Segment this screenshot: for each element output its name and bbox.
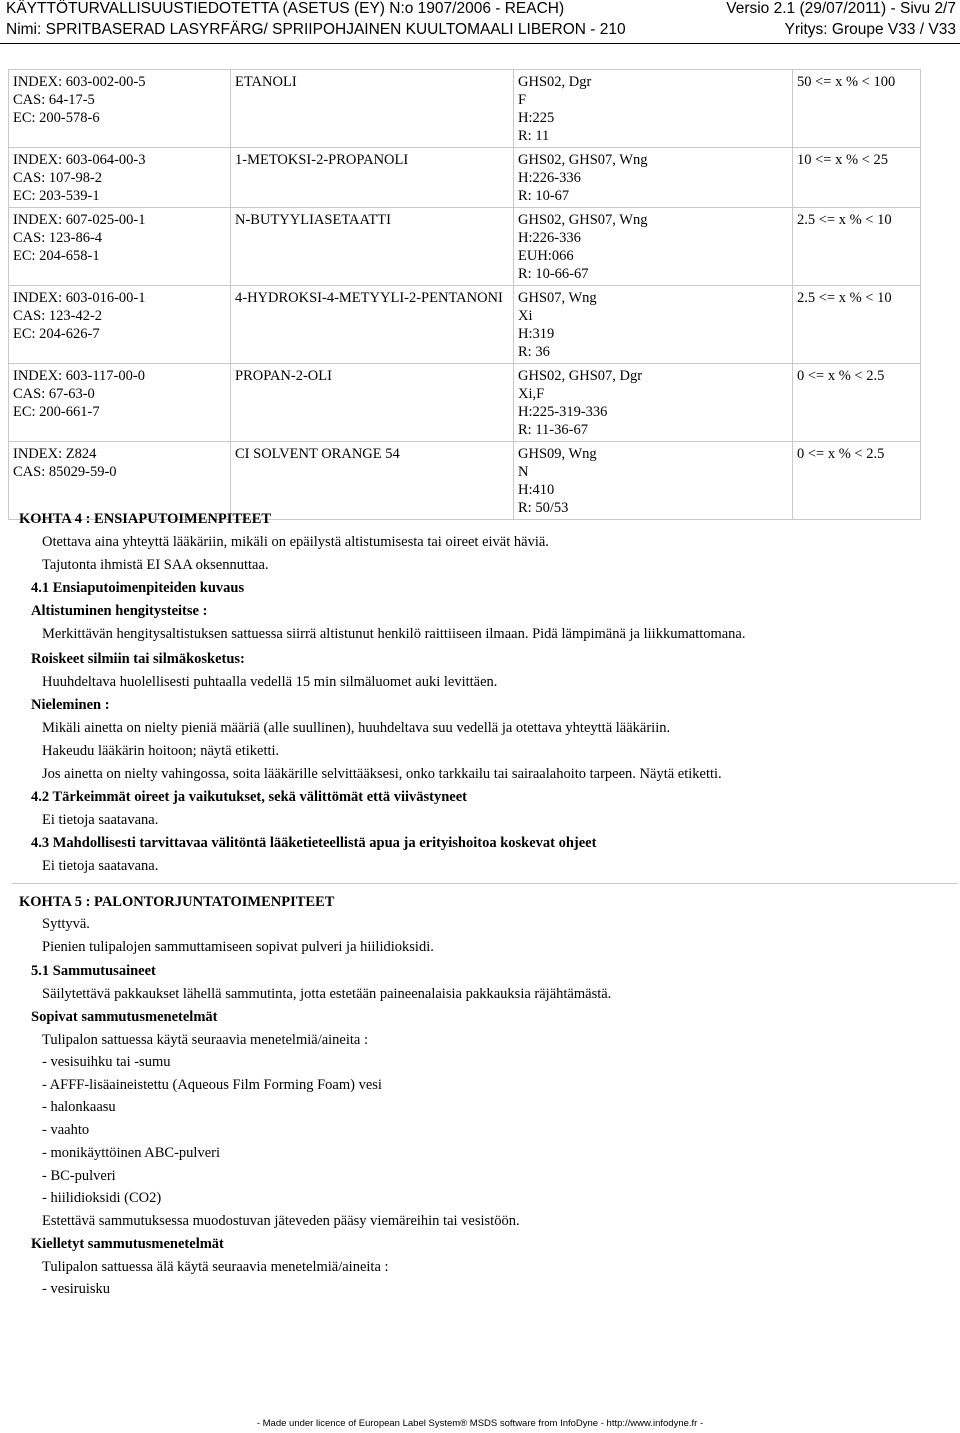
classification-line: R: 11-36-67: [518, 422, 588, 438]
suitable-media-title: Sopivat sammutusmenetelmät: [31, 1009, 218, 1025]
identifier-line: EC: 203-539-1: [13, 188, 100, 204]
substance-name-cell: [231, 148, 514, 208]
identifier-cell: [9, 70, 231, 148]
eye-contact-title: Roiskeet silmiin tai silmäkosketus:: [31, 651, 245, 667]
substance-name-cell: [231, 364, 514, 442]
section51-title: 5.1 Sammutusaineet: [31, 963, 156, 979]
table-row: [9, 364, 921, 442]
identifier-line: CAS: 107-98-2: [13, 170, 103, 186]
ingestion-title: Nieleminen :: [31, 697, 110, 713]
identifier-line: INDEX: 603-117-00-0: [13, 368, 145, 384]
identifier-line: CAS: 64-17-5: [13, 92, 95, 108]
classification-line: GHS09, Wng: [518, 446, 597, 462]
table-row: [9, 148, 921, 208]
concentration-cell: [793, 364, 921, 442]
ingestion-text-3: Jos ainetta on nielty vahingossa, soita lääkärille selvittääksesi, onko tarkkailu tai sairaalahoito tarpeen. Näytä etiketti.: [42, 766, 722, 782]
section51-text: Säilytettävä pakkaukset lähellä sammutinta, jotta estetään paineenalaisia pakkauksia räjähtämästä.: [42, 986, 612, 1002]
classification-line: EUH:066: [518, 248, 574, 264]
section-divider: [12, 883, 958, 884]
classification-line: R: 11: [518, 128, 550, 144]
header-divider: [0, 43, 960, 44]
identifier-line: INDEX: 607-025-00-1: [13, 212, 146, 228]
concentration-value: 10 <= x % < 25: [797, 152, 888, 168]
classification-line: GHS07, Wng: [518, 290, 597, 306]
classification-line: H:226-336: [518, 170, 581, 186]
classification-line: GHS02, GHS07, Wng: [518, 152, 648, 168]
identifier-line: CAS: 85029-59-0: [13, 464, 117, 480]
suitable-media-intro: Tulipalon sattuessa käytä seuraavia menetelmiä/aineita :: [42, 1032, 369, 1048]
concentration-value: 2.5 <= x % < 10: [797, 290, 892, 306]
identifier-line: EC: 204-658-1: [13, 248, 100, 264]
classification-line: Xi: [518, 308, 533, 324]
identifier-cell: [9, 286, 231, 364]
eye-contact-text: Huuhdeltava huolellisesti puhtaalla vedellä 15 min silmäluomet auki levittäen.: [42, 674, 498, 690]
classification-line: GHS02, GHS07, Dgr: [518, 368, 643, 384]
document-title: KÄYTTÖTURVALLISUUSTIEDOTETTA (ASETUS (EY) N:o 1907/2006 - REACH): [6, 0, 565, 17]
identifier-line: CAS: 123-42-2: [13, 308, 103, 324]
inhalation-title: Altistuminen hengitysteitse :: [31, 603, 208, 619]
substance-name: 1-METOKSI-2-PROPANOLI: [235, 152, 409, 168]
classification-line: R: 50/53: [518, 500, 569, 516]
classification-cell: [514, 364, 793, 442]
table-row: [9, 70, 921, 148]
footer: - Made under licence of European Label System® MSDS software from InfoDyne - http://www.infodyne.fr -: [256, 1418, 704, 1429]
inhalation-text: Merkittävän hengitysaltistuksen sattuessa siirrä altistunut henkilö raittiiseen ilmaan. Pidä lämpimänä ja liikkumattomana.: [42, 626, 746, 642]
substance-name: PROPAN-2-OLI: [235, 368, 332, 384]
list-item: - BC-pulveri: [42, 1167, 116, 1184]
classification-line: N: [518, 464, 529, 480]
concentration-cell: [793, 442, 921, 520]
table-row: [9, 442, 921, 520]
identifier-cell: [9, 442, 231, 520]
classification-line: H:225-319-336: [518, 404, 608, 420]
classification-cell: [514, 442, 793, 520]
classification-line: GHS02, GHS07, Wng: [518, 212, 648, 228]
table-row: [9, 208, 921, 286]
substance-name-cell: [231, 442, 514, 520]
section5-title: KOHTA 5 : PALONTORJUNTATOIMENPITEET: [19, 894, 335, 910]
version-page: Versio 2.1 (29/07/2011) - Sivu 2/7: [726, 0, 956, 17]
classification-line: GHS02, Dgr: [518, 74, 592, 90]
composition-table-body: [9, 70, 921, 520]
list-item: - vesiruisku: [42, 1281, 111, 1297]
section4-intro-2: Tajutonta ihmistä EI SAA oksennuttaa.: [42, 557, 269, 573]
substance-name-cell: [231, 286, 514, 364]
concentration-value: 0 <= x % < 2.5: [797, 368, 885, 384]
classification-line: R: 36: [518, 344, 550, 360]
identifier-cell: [9, 148, 231, 208]
identifier-line: CAS: 67-63-0: [13, 386, 95, 402]
list-item: - monikäyttöinen ABC-pulveri: [42, 1144, 221, 1161]
classification-line: H:319: [518, 326, 555, 342]
section5-intro-2: Pienien tulipalojen sammuttamiseen sopivat pulveri ja hiilidioksidi.: [42, 939, 434, 955]
list-item: - AFFF-lisäaineistettu (Aqueous Film Forming Foam) vesi: [42, 1076, 382, 1093]
classification-line: R: 10-66-67: [518, 266, 589, 282]
substance-name: CI SOLVENT ORANGE 54: [235, 446, 400, 462]
section42-text: Ei tietoja saatavana.: [42, 812, 159, 828]
identifier-line: EC: 200-661-7: [13, 404, 100, 420]
forbidden-media-title: Kielletyt sammutusmenetelmät: [31, 1236, 224, 1252]
section43-text: Ei tietoja saatavana.: [42, 858, 159, 874]
identifier-cell: [9, 208, 231, 286]
section4-title: KOHTA 4 : ENSIAPUTOIMENPITEET: [19, 511, 272, 527]
identifier-line: INDEX: 603-016-00-1: [13, 290, 146, 306]
concentration-value: 0 <= x % < 2.5: [797, 446, 885, 462]
concentration-cell: [793, 208, 921, 286]
identifier-line: INDEX: Z824: [13, 446, 97, 462]
classification-cell: [514, 70, 793, 148]
classification-line: H:225: [518, 110, 555, 126]
list-item: - vesisuihku tai -sumu: [42, 1054, 171, 1070]
identifier-line: EC: 204-626-7: [13, 326, 100, 342]
list-item: - halonkaasu: [42, 1099, 116, 1116]
classification-line: H:226-336: [518, 230, 581, 246]
section43-title: 4.3 Mahdollisesti tarvittavaa välitöntä lääketieteellistä apua ja erityishoitoa koskevat ohjeet: [31, 835, 597, 851]
section5-intro-1: Syttyvä.: [42, 916, 90, 932]
substance-name: 4-HYDROKSI-4-METYYLI-2-PENTANONI: [235, 290, 503, 306]
classification-cell: [514, 148, 793, 208]
classification-line: R: 10-67: [518, 188, 570, 204]
identifier-line: CAS: 123-86-4: [13, 230, 103, 246]
concentration-cell: [793, 70, 921, 148]
ingestion-text-2: Hakeudu lääkärin hoitoon; näytä etiketti.: [42, 743, 280, 759]
substance-name-cell: [231, 70, 514, 148]
classification-line: F: [518, 92, 527, 108]
classification-line: Xi,F: [518, 386, 545, 402]
substance-name: N-BUTYYLIASETAATTI: [235, 212, 391, 228]
product-name: Nimi: SPRITBASERAD LASYRFÄRG/ SPRIIPOHJAINEN KUULTOMAALI LIBERON - 210: [6, 21, 626, 38]
section41-title: 4.1 Ensiaputoimenpiteiden kuvaus: [31, 580, 245, 596]
identifier-line: INDEX: 603-002-00-5: [13, 74, 146, 90]
classification-cell: [514, 286, 793, 364]
forbidden-media-intro: Tulipalon sattuessa älä käytä seuraavia menetelmiä/aineita :: [42, 1259, 389, 1275]
substance-name-cell: [231, 208, 514, 286]
company-name: Yritys: Groupe V33 / V33: [784, 21, 956, 38]
substance-name: ETANOLI: [235, 74, 297, 90]
identifier-line: EC: 200-578-6: [13, 110, 100, 126]
suitable-media-outro: Estettävä sammutuksessa muodostuvan jäteveden pääsy viemäreihin tai vesistöön.: [42, 1213, 520, 1229]
list-item: - vaahto: [42, 1122, 90, 1139]
concentration-cell: [793, 286, 921, 364]
section42-title: 4.2 Tärkeimmät oireet ja vaikutukset, sekä välittömät että viivästyneet: [31, 789, 468, 805]
classification-cell: [514, 208, 793, 286]
section4-intro-1: Otettava aina yhteyttä lääkäriin, mikäli on epäilystä altistumisesta tai oireet eivät häviä.: [42, 534, 549, 550]
identifier-cell: [9, 364, 231, 442]
concentration-value: 2.5 <= x % < 10: [797, 212, 892, 228]
composition-table: [8, 69, 921, 520]
concentration-value: 50 <= x % < 100: [797, 74, 896, 90]
identifier-line: INDEX: 603-064-00-3: [13, 152, 146, 168]
list-item: - hiilidioksidi (CO2): [42, 1190, 162, 1207]
table-row: [9, 286, 921, 364]
ingestion-text-1: Mikäli ainetta on nielty pieniä määriä (alle suullinen), huuhdeltava suu vedellä ja otettava yhteyttä lääkäriin.: [42, 720, 671, 736]
classification-line: H:410: [518, 482, 555, 498]
concentration-cell: [793, 148, 921, 208]
